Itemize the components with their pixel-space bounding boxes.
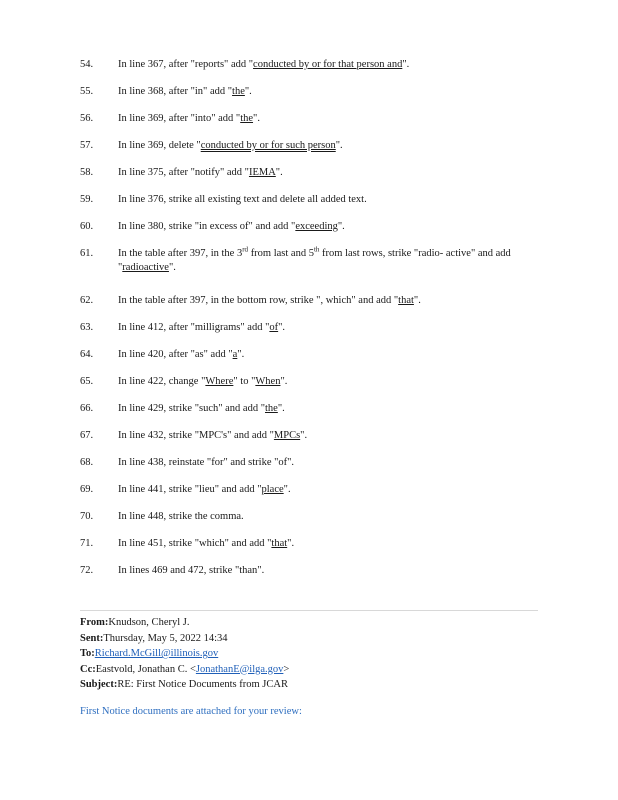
item-text: [118, 58, 550, 72]
item-number: 65.: [80, 376, 94, 387]
item-text: [118, 402, 550, 416]
item-text-segment: ".: [413, 295, 421, 306]
subject-line: [80, 677, 289, 693]
item-text-segment: ".: [337, 221, 345, 232]
item-text: [118, 294, 550, 308]
cc-name: Eastvold, Jonathan C. <: [95, 663, 196, 675]
item-text: [118, 220, 550, 234]
inserted-text: conducted by or for such person: [200, 140, 336, 151]
inserted-text: IEMA: [248, 167, 276, 178]
item-text-segment: In line 376, strike all existing text and delete all added text.: [118, 194, 367, 205]
item-text: [118, 166, 550, 180]
list-item: [80, 483, 550, 497]
item-text-segment: ".: [402, 59, 410, 70]
item-number: 60.: [80, 221, 94, 232]
inserted-text: the: [240, 113, 254, 124]
cc-label: Cc:: [80, 663, 96, 675]
from-line: [80, 615, 289, 631]
email-header: [80, 615, 289, 693]
item-text-segment: ".: [244, 86, 252, 97]
item-text-segment: ".: [277, 403, 285, 414]
list-item: [80, 564, 550, 578]
inserted-text: a: [232, 349, 238, 360]
list-item: [80, 166, 550, 180]
item-text: [118, 112, 550, 126]
list-item: [80, 139, 550, 153]
inserted-text: place: [261, 484, 284, 495]
item-text: [118, 247, 550, 275]
inserted-text: exceeding: [295, 221, 338, 232]
subject-label: Subject:: [80, 679, 118, 690]
item-number: 69.: [80, 484, 94, 495]
item-text-segment: In line 451, strike "which" and add ": [118, 538, 272, 549]
item-number: 72.: [80, 565, 94, 576]
item-text-segment: In line 448, strike the comma.: [118, 511, 244, 522]
list-item: [80, 510, 550, 524]
cc-end: >: [283, 663, 290, 675]
item-text-segment: In line 438, reinstate "for" and strike "of".: [118, 457, 295, 468]
item-number: 66.: [80, 403, 94, 414]
item-number: 62.: [80, 295, 94, 306]
item-text-segment: ".: [278, 322, 286, 333]
list-item: [80, 402, 550, 416]
item-text-segment: ".: [275, 167, 283, 178]
item-text-segment: In lines 469 and 472, strike "than".: [118, 565, 265, 576]
item-number: 67.: [80, 430, 94, 441]
item-text-segment: In line 420, after "as" add ": [118, 349, 233, 360]
item-text-segment: from last and 5: [248, 248, 314, 259]
inserted-text: the: [265, 403, 278, 414]
item-text-segment: In the table after 397, in the bottom row, strike ", which" and add ": [118, 295, 399, 306]
item-text: [118, 483, 550, 497]
item-text-segment: ".: [283, 484, 291, 495]
item-text-segment: ".: [168, 262, 176, 273]
sent-label: Sent:: [80, 632, 104, 644]
item-text: [118, 510, 550, 524]
inserted-text: MPCs: [273, 430, 301, 441]
item-number: 68.: [80, 457, 94, 468]
list-item: [80, 375, 550, 389]
list-item: [80, 537, 550, 551]
item-text-segment: " to ": [233, 376, 256, 387]
item-text-segment: ".: [280, 376, 288, 387]
to-line: [80, 646, 289, 662]
inserted-text: the: [232, 86, 245, 97]
from-label: From:: [80, 617, 109, 628]
to-email-link[interactable]: Richard.McGill@illinois.gov: [94, 648, 219, 659]
ordinal-suffix: rd: [242, 245, 249, 254]
item-text: [118, 193, 550, 207]
list-item: [80, 321, 550, 335]
subject-value: RE: First Notice Documents from JCAR: [117, 679, 288, 690]
ordinal-suffix: th: [313, 245, 320, 254]
item-text-segment: In line 367, after "reports" add ": [118, 59, 254, 70]
list-item: [80, 247, 550, 275]
item-text: [118, 456, 550, 470]
inserted-text: radioactive: [122, 262, 169, 273]
item-text-segment: ".: [237, 349, 245, 360]
inserted-text: of: [269, 322, 279, 333]
list-item: [80, 456, 550, 470]
item-text-segment: In the table after 397, in the 3: [118, 248, 243, 259]
inserted-text: Where: [205, 376, 234, 387]
sent-line: [80, 631, 289, 647]
item-text-segment: In line 380, strike "in excess of" and add ": [118, 221, 296, 232]
item-text-segment: ".: [300, 430, 308, 441]
email-body: First Notice documents are attached for your review:: [80, 706, 302, 717]
item-text-segment: ".: [253, 113, 260, 124]
item-text-segment: ".: [335, 140, 343, 151]
from-value: Knudson, Cheryl J.: [108, 617, 190, 628]
list-item: [80, 294, 550, 308]
item-text: [118, 537, 550, 551]
email-divider: [80, 610, 538, 611]
item-number: 70.: [80, 511, 94, 522]
item-number: 55.: [80, 86, 94, 97]
cc-email-link[interactable]: JonathanE@ilga.gov: [195, 663, 284, 675]
item-number: 58.: [80, 167, 94, 178]
item-text-segment: In line 429, strike "such" and add ": [118, 403, 265, 414]
list-item: [80, 220, 550, 234]
item-text-segment: In line 375, after "notify" add ": [118, 167, 249, 178]
item-text-segment: In line 422, change ": [118, 376, 206, 387]
item-text: [118, 321, 550, 335]
item-number: 56.: [80, 113, 94, 124]
item-text-segment: from last rows, strike "radio- active" and add ": [118, 248, 511, 273]
item-text: [118, 564, 550, 578]
item-text-segment: In line 369, delete ": [118, 140, 201, 151]
list-item: [80, 348, 550, 362]
item-text: [118, 429, 550, 443]
inserted-text: that: [271, 538, 288, 549]
inserted-text: When: [255, 376, 281, 387]
list-item: [80, 112, 550, 126]
item-text-segment: In line 441, strike "lieu" and add ": [118, 484, 262, 495]
item-number: 61.: [80, 248, 94, 259]
cc-line: [80, 662, 289, 678]
sent-value: Thursday, May 5, 2022 14:34: [103, 632, 228, 644]
item-text-segment: In line 412, after "milligrams" add ": [118, 322, 270, 333]
inserted-text: that: [398, 295, 414, 306]
item-text: [118, 85, 550, 99]
item-number: 63.: [80, 322, 94, 333]
inserted-text: conducted by or for that person and: [253, 59, 403, 70]
item-number: 54.: [80, 59, 94, 70]
item-text: [118, 375, 550, 389]
item-text-segment: In line 369, after "into" add ": [118, 113, 241, 124]
item-number: 71.: [80, 538, 94, 549]
list-item: [80, 429, 550, 443]
item-number: 57.: [80, 140, 94, 151]
list-item: [80, 58, 550, 72]
item-text-segment: In line 368, after "in" add ": [118, 86, 233, 97]
item-number: 64.: [80, 349, 94, 360]
list-item: [80, 193, 550, 207]
item-text-segment: ".: [287, 538, 295, 549]
item-text: [118, 139, 550, 153]
item-text-segment: In line 432, strike "MPC's" and add ": [118, 430, 274, 441]
item-number: 59.: [80, 194, 94, 205]
to-label: To:: [80, 648, 95, 659]
item-text: [118, 348, 550, 362]
list-item: [80, 85, 550, 99]
